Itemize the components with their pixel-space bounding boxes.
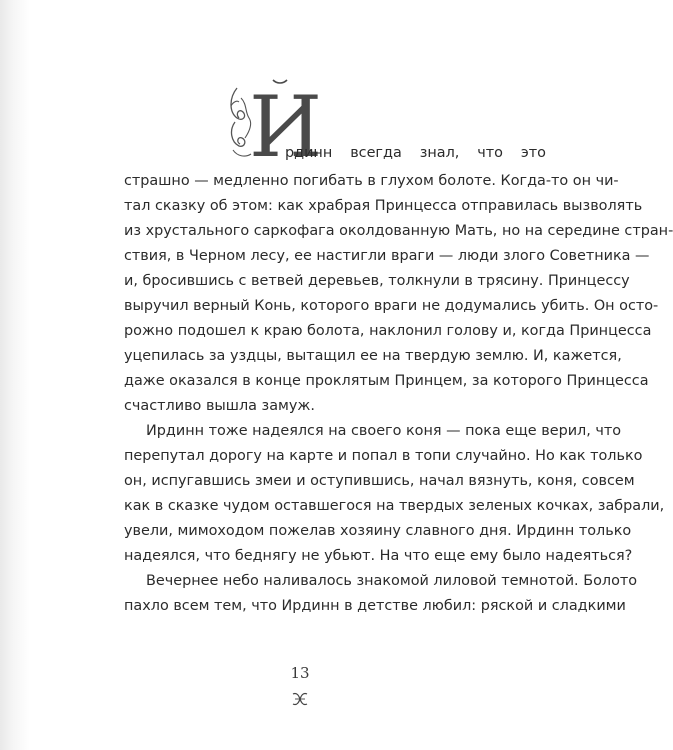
footer-ornament bbox=[285, 690, 315, 708]
text-line: как в сказке чудом оставшегося на твердых зеленых кочках, забрали, bbox=[124, 498, 665, 514]
text-line: даже оказался в конце проклятым Принцем, за которого Принцесса bbox=[124, 373, 649, 389]
text-line: выручил верный Конь, которого враги не додумались убить. Он осто- bbox=[124, 298, 659, 314]
text-line: счастливо вышла замуж. bbox=[124, 398, 315, 414]
text-line: Ирдинн тоже надеялся на своего коня — пока еще верил, что bbox=[146, 423, 622, 439]
text-line: страшно — медленно погибать в глухом болоте. Когда-то он чи- bbox=[124, 173, 619, 189]
page-number: 13 bbox=[290, 664, 310, 682]
paragraphs bbox=[124, 0, 673, 750]
text-line: перепутал дорогу на карте и попал в топи случайно. Но как только bbox=[124, 448, 643, 464]
first-line-text: рдинн всегда знал, что это bbox=[285, 145, 546, 161]
text-line: он, испугавшись змеи и оступившись, начал вязнуть, коня, совсем bbox=[124, 473, 635, 489]
text-line: рожно подошел к краю болота, наклонил голову и, когда Принцесса bbox=[124, 323, 652, 339]
text-line: тал сказку об этом: как храбрая Принцесса отправилась вызволять bbox=[124, 198, 643, 214]
text-line: уцепилась за уздцы, вытащил ее на твердую землю. И, кажется, bbox=[124, 348, 622, 364]
text-line: увели, мимоходом пожелав хозяину славного дня. Ирдинн только bbox=[124, 523, 632, 539]
drop-cap-letter: И bbox=[249, 78, 323, 176]
text-line: пахло всем тем, что Ирдинн в детстве любил: ряской и сладкими bbox=[124, 598, 626, 614]
text-line: ствия, в Черном лесу, ее настигли враги — люди злого Советника — bbox=[124, 248, 650, 264]
text-line: Вечернее небо наливалось знакомой лиловой темнотой. Болото bbox=[146, 573, 638, 589]
text-line: надеялся, что беднягу не убьют. На что еще ему было надеяться? bbox=[124, 548, 633, 564]
text-line: и, бросившись с ветвей деревьев, толкнули в трясину. Принцессу bbox=[124, 273, 630, 289]
text-line: из хрустального саркофага околдованную Мать, но на середине стран- bbox=[124, 223, 673, 239]
